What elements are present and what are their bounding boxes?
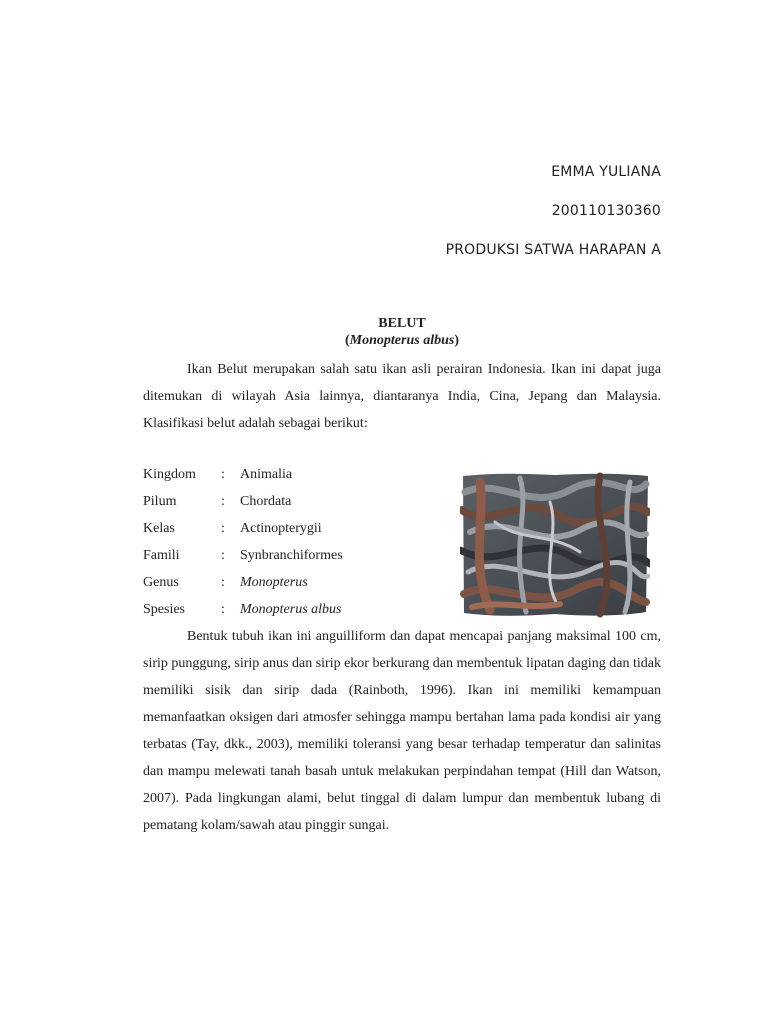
subtitle-close-paren: ) — [454, 333, 459, 348]
classification-colon: : — [221, 467, 225, 482]
classification-row-spesies — [143, 596, 443, 623]
classification-colon: : — [221, 494, 225, 509]
classification-label: Kelas — [143, 521, 175, 536]
classification-row-kelas — [143, 515, 443, 542]
classification-row-genus — [143, 569, 443, 596]
classification-label: Genus — [143, 575, 179, 590]
classification-value: Monopterus albus — [240, 602, 342, 617]
classification-value: Animalia — [240, 467, 293, 482]
classification-label: Spesies — [143, 602, 185, 617]
classification-label: Famili — [143, 548, 180, 563]
body-paragraph: Bentuk tubuh ikan ini anguilliform dan dapat mencapai panjang maksimal 100 cm, sirip punggung, sirip anus dan sirip ekor berkurang dan membentuk lipatan daging dan tidak memiliki sisik dan sirip dada (Rainboth, 1996). Ikan ini memiliki kemampuan memanfaatkan oksigen dari atmosfer sehingga mampu bertahan lama pada kondisi air yang terbatas (Tay, dkk., 2003), memiliki toleransi yang besar terhadap temperatur dan salinitas dan mampu melewati tanah basah untuk melakukan perpindahan tempat (Hill dan Watson, 2007). Pada lingkungan alami, belut tinggal di dalam lumpur dan membentuk lubang di pematang kolam/sawah atau pinggir sungai. — [143, 629, 661, 833]
classification-value: Monopterus — [240, 575, 308, 590]
classification-value: Actinopterygii — [240, 521, 322, 536]
classification-colon: : — [221, 602, 225, 617]
author-id: 200110130360 — [551, 203, 661, 219]
classification-row-kingdom — [143, 461, 443, 488]
scientific-name: Monopterus albus — [349, 333, 455, 348]
author-course: PRODUKSI SATWA HARAPAN A — [445, 242, 661, 258]
eel-photo — [460, 472, 650, 618]
intro-paragraph: Ikan Belut merupakan salah satu ikan asli perairan Indonesia. Ikan ini dapat juga ditemukan di wilayah Asia lainnya, diantaranya India, Cina, Jepang dan Malaysia. Klasifikasi belut adalah sebagai berikut: — [143, 362, 661, 431]
classification-label: Pilum — [143, 494, 177, 509]
classification-colon: : — [221, 521, 225, 536]
classification-value: Synbranchiformes — [240, 548, 343, 563]
document-subtitle — [0, 333, 768, 349]
document-title: BELUT — [378, 316, 426, 331]
author-name: EMMA YULIANA — [551, 164, 661, 180]
classification-row-famili — [143, 542, 443, 569]
classification-label: Kingdom — [143, 467, 196, 482]
classification-row-pilum — [143, 488, 443, 515]
classification-colon: : — [221, 548, 225, 563]
classification-value: Chordata — [240, 494, 292, 509]
classification-colon: : — [221, 575, 225, 590]
subtitle-open-paren: ( — [345, 333, 350, 348]
